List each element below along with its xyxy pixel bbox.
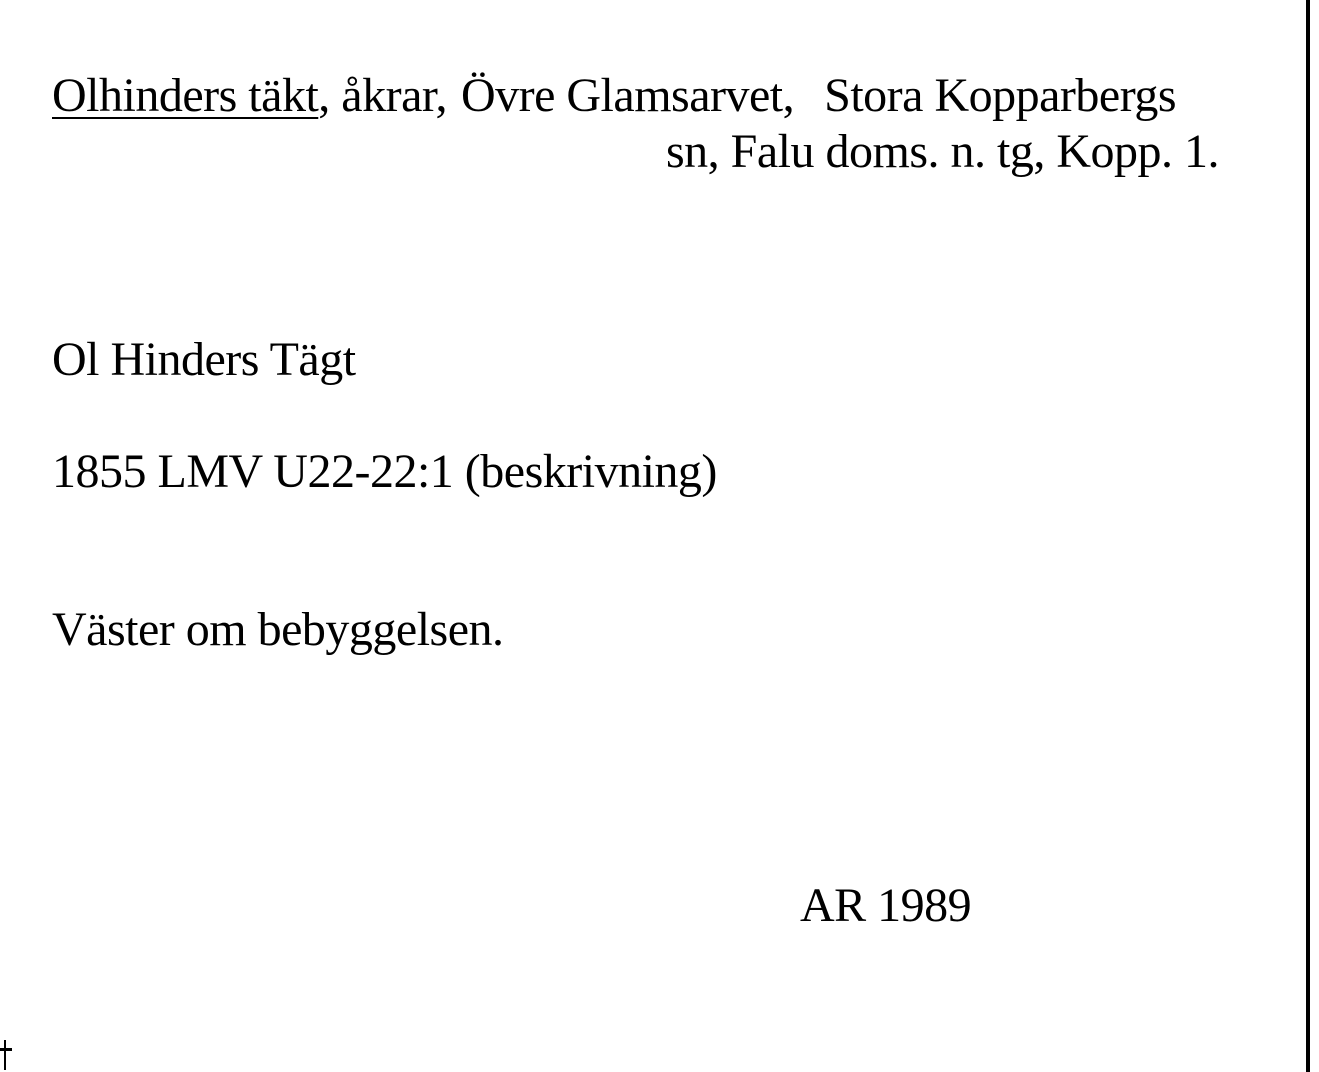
historical-name-form: Ol Hinders Tägt [52,333,356,386]
location-note: Väster om bebyggelsen. [52,603,504,656]
heading-category: , åkrar, [318,69,447,122]
signature: AR 1989 [800,879,972,932]
headword: Olhinders täkt [52,69,319,122]
heading-parish: Stora Kopparbergs [824,69,1177,122]
corner-mark-vertical [4,1040,6,1070]
card-right-edge [1306,0,1310,1072]
source-reference: 1855 LMV U22-22:1 (beskrivning) [52,445,717,498]
card-heading-line-2: sn, Falu doms. n. tg, Kopp. 1. [666,125,1220,178]
card-heading-line-1 [52,70,1176,122]
corner-mark [0,1048,12,1051]
heading-place: Övre Glamsarvet, [460,69,795,122]
